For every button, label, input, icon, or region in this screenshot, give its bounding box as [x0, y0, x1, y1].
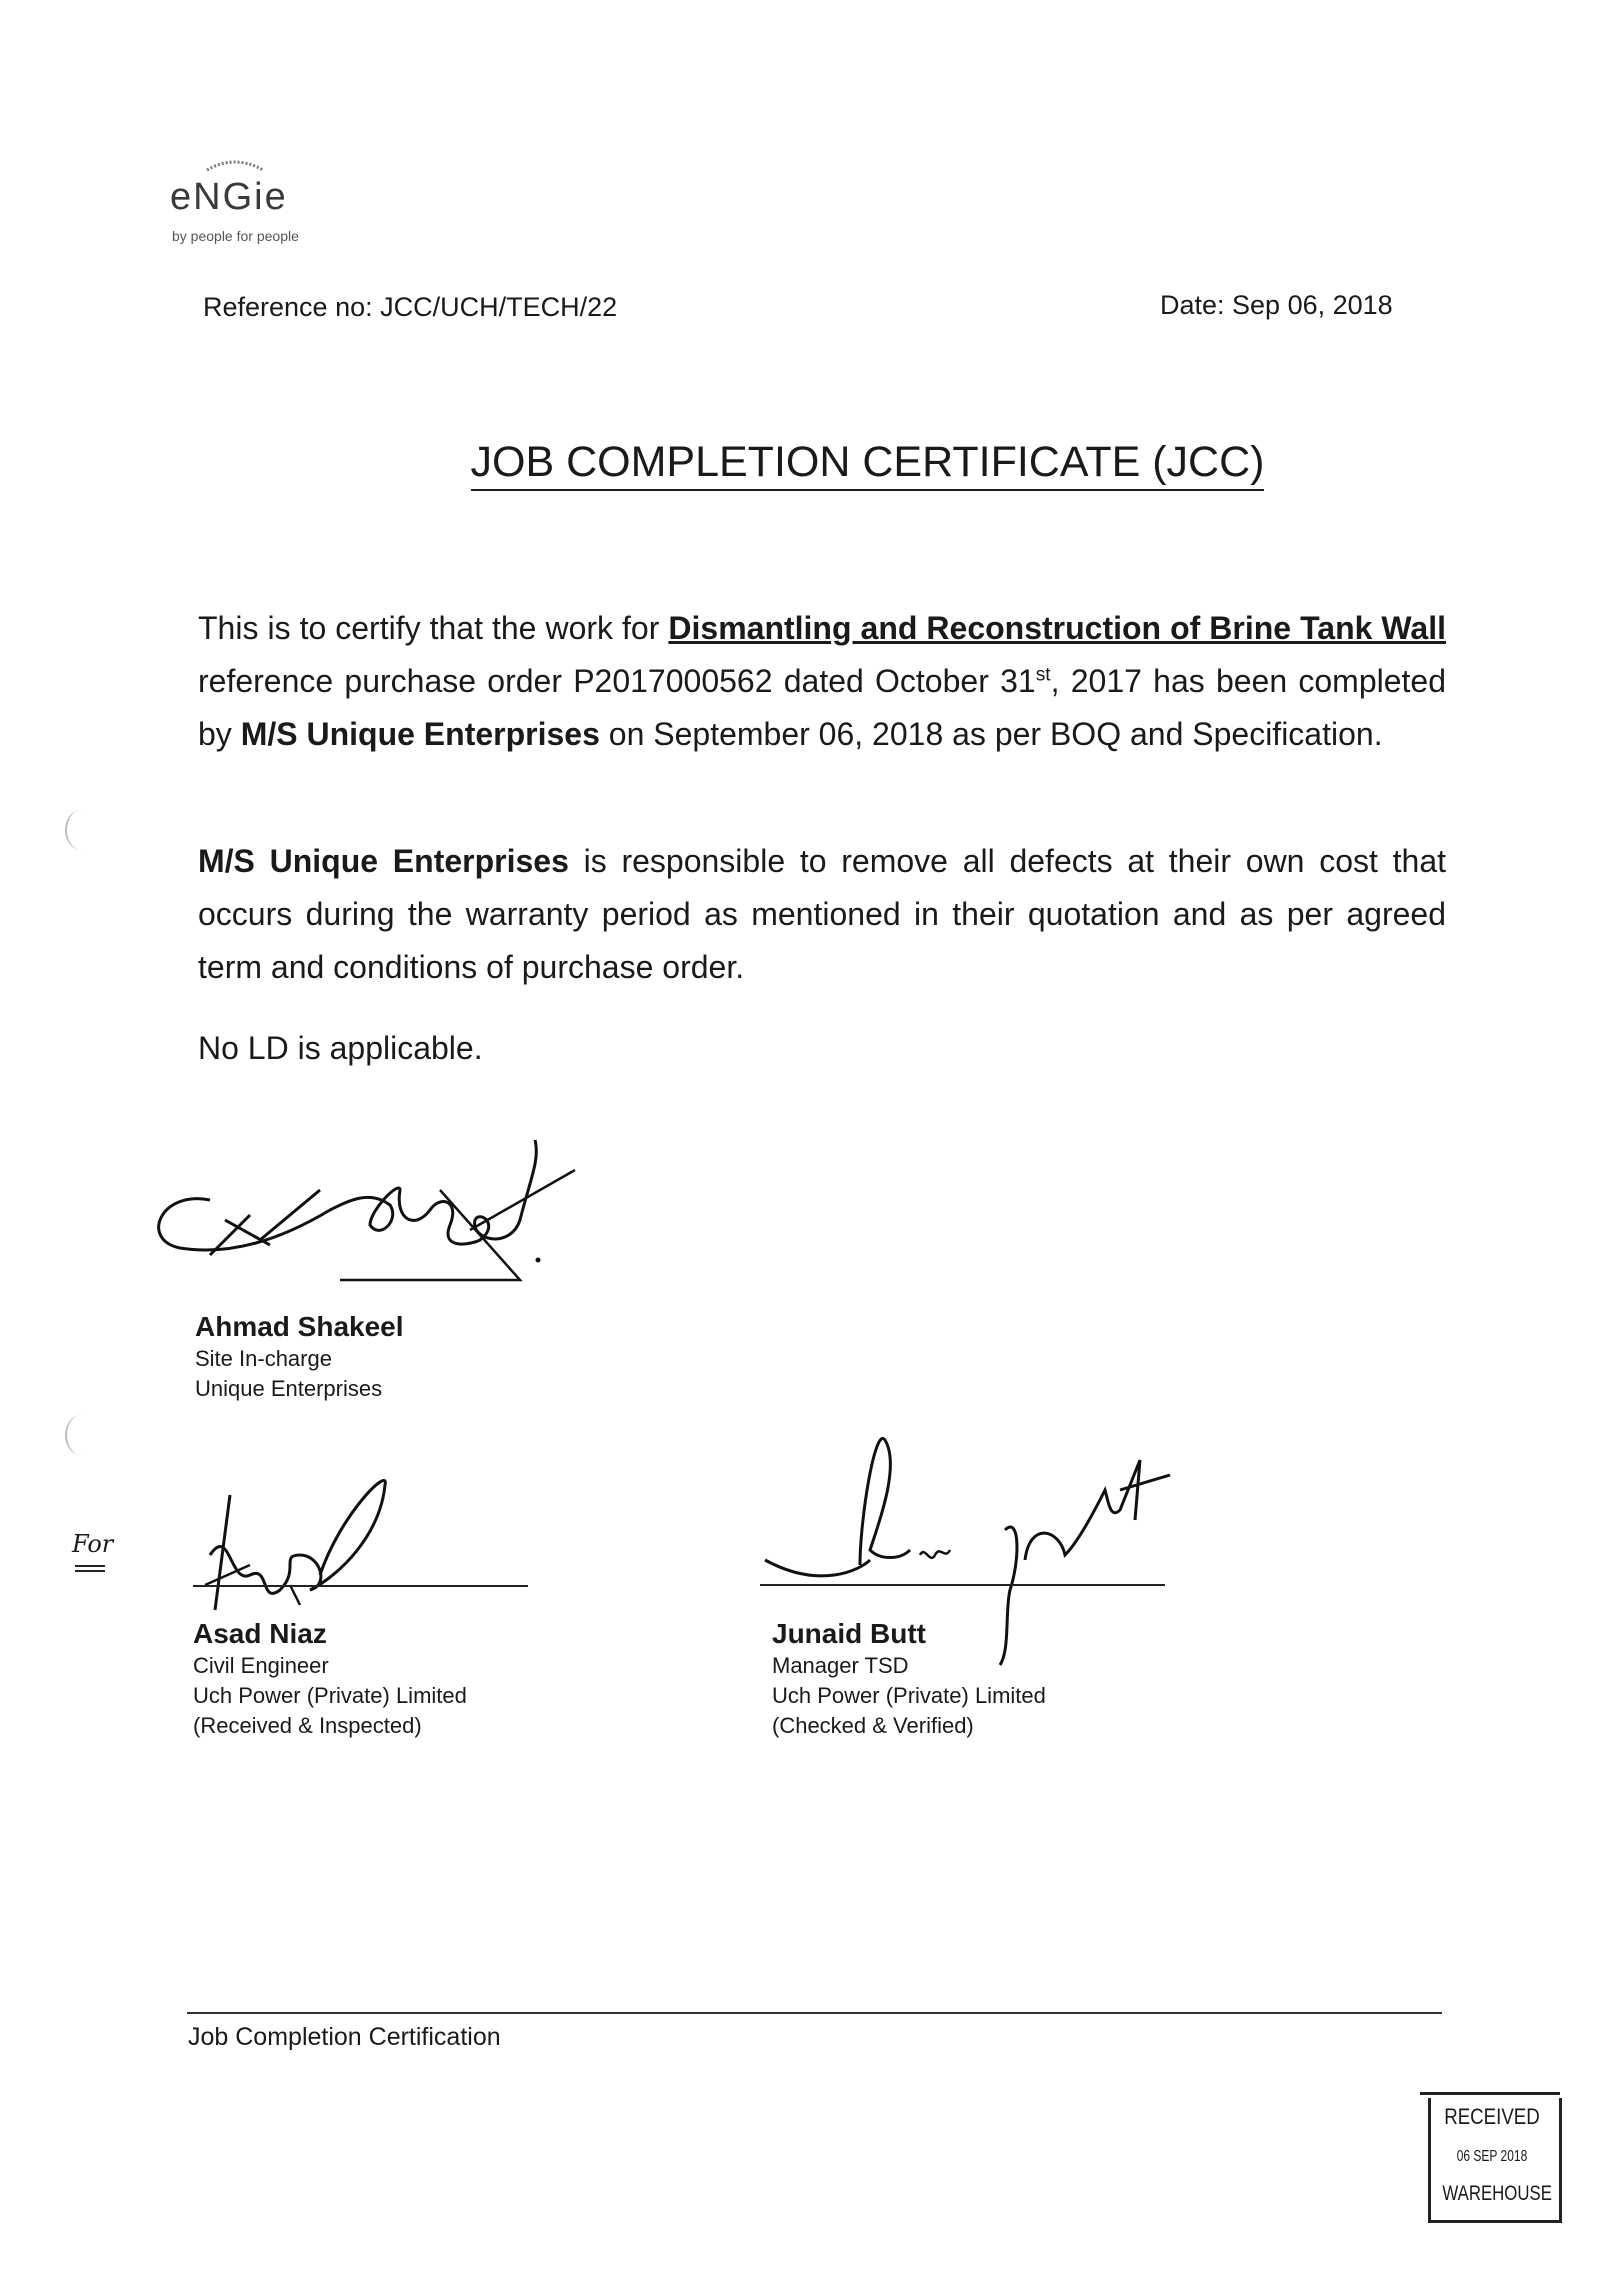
contractor-name: M/S Unique Enterprises — [198, 843, 569, 879]
annotation-underline — [75, 1565, 105, 1567]
reference-number: Reference no: JCC/UCH/TECH/22 — [203, 292, 618, 322]
warranty-paragraph — [198, 835, 1446, 994]
punch-hole-mark — [65, 810, 97, 850]
work-description: Dismantling and Reconstruction of Brine Tank Wall — [668, 610, 1447, 646]
completion-text: , 2017 has been completed by — [198, 663, 1447, 752]
handwritten-for-annotation: For — [72, 1530, 114, 1558]
signatory-ahmad-shakeel — [195, 1310, 404, 1404]
signatory-name: Ahmad Shakeel — [195, 1311, 404, 1342]
warranty-text: is responsible to remove all defects at their own cost that occurs during the warranty period as mentioned in their quotation and as per agreed term and conditions of purchase order. — [198, 843, 1446, 985]
signatory-note: (Checked & Verified) — [772, 1713, 974, 1738]
signatory-title: Site In-charge — [195, 1346, 332, 1371]
signature-asad-niaz — [190, 1475, 410, 1615]
document-title — [0, 438, 1600, 491]
ordinal-suffix: st — [1035, 664, 1051, 686]
signatory-name: Asad Niaz — [193, 1618, 327, 1649]
signatory-junaid-butt — [772, 1617, 1046, 1741]
signatory-name: Junaid Butt — [772, 1618, 926, 1649]
stamp-received-label: RECEIVED — [1444, 2104, 1540, 2129]
punch-hole-mark — [65, 1415, 97, 1455]
signatory-title: Manager TSD — [772, 1653, 909, 1678]
signatory-note: (Received & Inspected) — [193, 1713, 422, 1738]
engie-logo-arc — [205, 158, 265, 172]
stamp-department: WAREHOUSE — [1442, 2182, 1552, 2205]
signatory-title: Civil Engineer — [193, 1653, 329, 1678]
certification-paragraph — [198, 602, 1446, 761]
stamp-date: 06 SEP 2018 — [1456, 2148, 1528, 2165]
footer-divider — [187, 2012, 1442, 2014]
engie-logo-wordmark: eNGie — [170, 176, 288, 218]
signature-line — [193, 1585, 528, 1587]
signature-ahmad-shakeel — [140, 1130, 590, 1290]
intro-text: This is to certify that the work for — [198, 610, 669, 646]
signatory-org: Uch Power (Private) Limited — [193, 1683, 467, 1708]
signatory-asad-niaz — [193, 1617, 467, 1741]
ld-statement: No LD is applicable. — [198, 1030, 483, 1066]
footer-text: Job Completion Certification — [188, 2023, 501, 2051]
signatory-org: Unique Enterprises — [195, 1376, 383, 1401]
contractor-name: M/S Unique Enterprises — [240, 716, 600, 752]
po-text: reference purchase order P2017000562 dated October 31 — [198, 663, 1036, 699]
title-text: JOB COMPLETION CERTIFICATE (JCC) — [471, 438, 1265, 491]
signature-line — [760, 1584, 1165, 1586]
logo-tagline: by people for people — [172, 228, 299, 244]
stamp-border-top — [1420, 2092, 1560, 2095]
document-date: Date: Sep 06, 2018 — [1160, 290, 1393, 320]
signatory-org: Uch Power (Private) Limited — [772, 1683, 1046, 1708]
annotation-underline — [75, 1570, 105, 1572]
completion-date-text: on September 06, 2018 as per BOQ and Specification. — [599, 716, 1383, 752]
